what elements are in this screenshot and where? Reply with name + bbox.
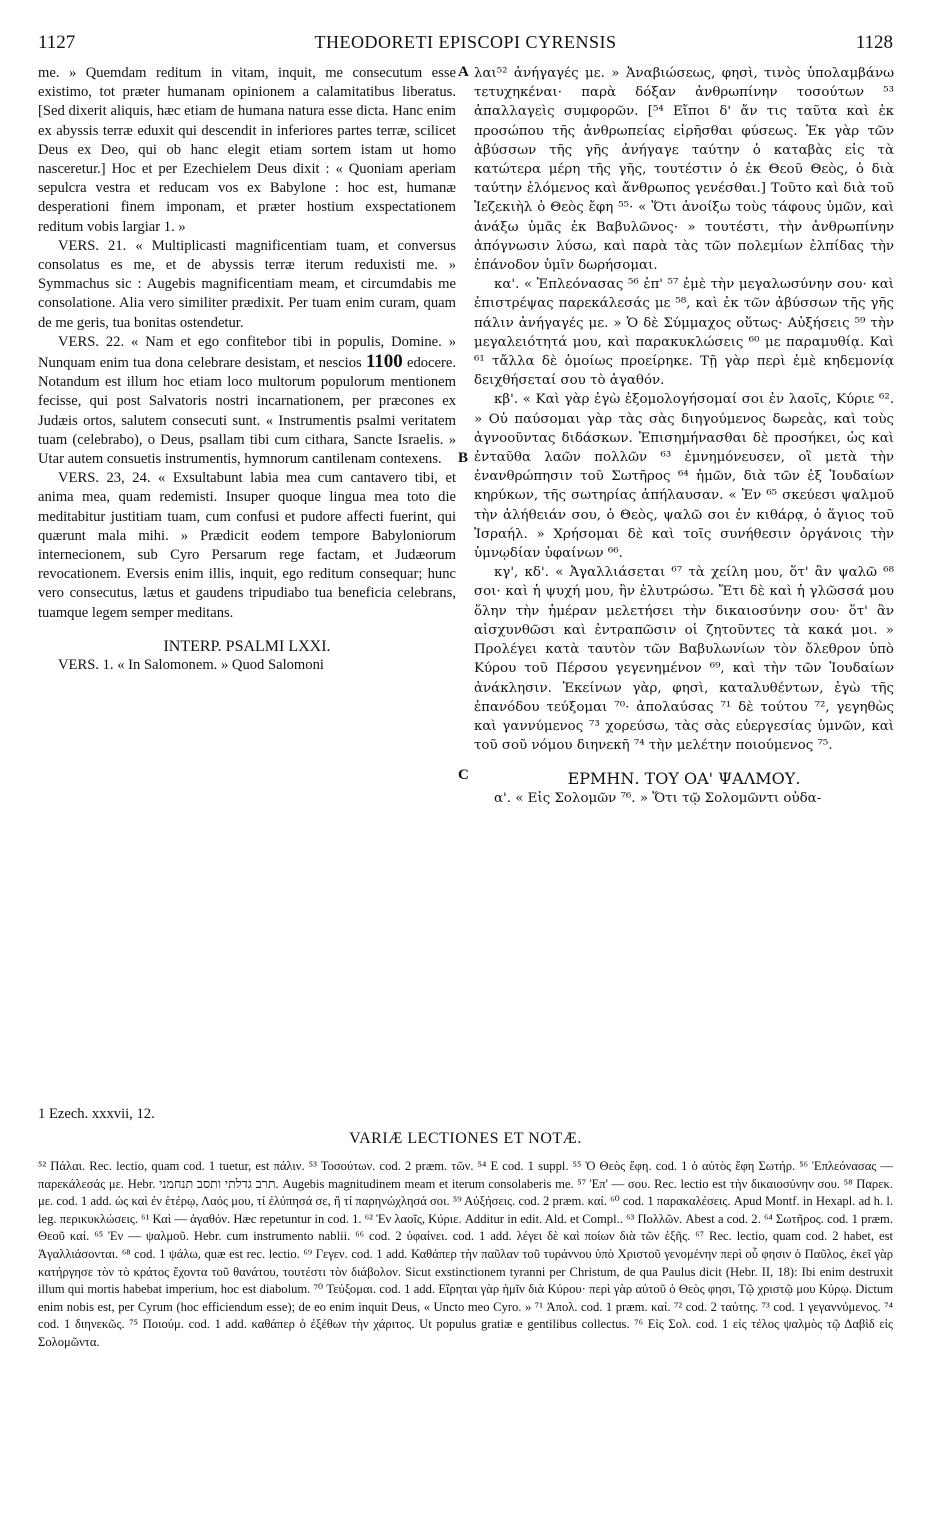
margin-marker-c: C bbox=[458, 767, 469, 783]
notes-block bbox=[38, 1158, 893, 1352]
latin-paragraph: VERS. 22. « Nam et ego confitebor tibi in populis, Domine. » Nunquam enim tua dona celebrare desistam, et nescios 1100 edocere. Notandum est illum hoc etiam loco multorum populorum mentionem fecisse, qui post Salvatoris nostri incarnationem, per præcones ex Judæis ortos, salutem consecuti sunt. « Instrumentis psalmi veritatem tuam (celebrabo), o Deus, psallam tibi cum cithara, Sancte Israelis. » Utar autem consuetis instrumentis, hymnorum cantilenam contexens. bbox=[38, 333, 456, 468]
greek-section-title: ΕΡΜΗΝ. ΤΟΥ ΟΑ' ΨΑΛΜΟΥ. bbox=[567, 769, 801, 789]
greek-paragraph: α'. « Εἰς Σολομῶν ⁷⁶. » Ὅτι τῷ Σολομῶντι οὐδα- bbox=[494, 790, 822, 806]
greek-paragraph: λαι⁵² ἀνήγαγές με. » Ἀναβιώσεως, φησὶ, τινὸς ὑπολαμβάνω τετυχηκέναι· παρὰ δόξαν ἀνθρωπίνην τοσούτων ⁵³ ἀπαλλαγεὶς συμφορῶν. [⁵⁴ Εἴποι δ' ἄν τις ταῦτα καὶ ἐκ προσώπου τῆς ἀνθρωπείας εἰρῆσθαι φύσεως. Ἐκ γὰρ τῶν ἀβύσσων τῆς γῆς ἀνήγαγε ταύτην ὁ καταβὰς εἰς τὰ κατώτερα μέρη τῆς γῆς, τουτέστιν ὁ ἐκ Θεοῦ Θεὸς, ὁ διὰ ταύτην ἑλόμενος καὶ ἄνθρωπος γενέσθαι.] Τοῦτο καὶ διὰ τοῦ Ἰεζεκιὴλ ὁ Θεὸς ἔφη ⁵⁵· « Ὅτι ἀνοίξω τοὺς τάφους ὑμῶν, καὶ ἀνάξω ὑμᾶς ἐκ Βαβυλῶνος· » τουτέστι, τὴν ἀνθρωπίνην ἀπόγνωσιν λύσω, καὶ παρὰ τὰς τῶν πολεμίων ἐλπίδας τὴν ἐπάνοδον ὑμῖν δωρήσομαι. bbox=[474, 66, 894, 274]
latin-paragraph: me. » Quemdam reditum in vitam, inquit, me consecutum esse existimo, tot præter humanam opinionem a calamitatibus liberatus. [Sed dixerit aliquis, hæc etiam de humana natura esse dicta. Hanc enim ex abyssis terræ eduxit qui descendit in inferiores partes terræ, scilicet Deus ex Deo, qui ob hanc elegit etiam sortem istam ut homo nasceretur.] Hoc et per Ezechielem Deus dixit : « Quoniam aperiam sepulcra vestra et reducam vos ex Babylone : hoc est, humanæ desperationi finem imponam, et præter hostium exspectationem reditum vobis largiar 1. » bbox=[38, 65, 456, 235]
right-page-number: 1128 bbox=[855, 32, 893, 53]
margin-marker-a: A bbox=[458, 64, 469, 80]
left-page-number: 1127 bbox=[38, 32, 76, 53]
greek-paragraph: κα'. « Ἐπλεόνασας ⁵⁶ ἐπ' ⁵⁷ ἐμὲ τὴν μεγαλωσύνην σου· καὶ ἐπιστρέψας παρεκάλεσάς με ⁵⁸, καὶ ἐκ τῶν ἀβύσσων τῆς γῆς πάλιν ἀνήγαγές με. » Ὁ δὲ Σύμμαχος οὕτως· Αὐξήσεις ⁵⁹ τὴν μεγαλειότητά μου, καὶ παρακυκλώσεις ⁶⁰ με παραμυθίᾳ. Καὶ ⁶¹ τἄλλα δὲ ὁμοίως προείρηκε. Τῇ γὰρ περὶ ἐμὲ κηδεμονίᾳ δειχθήσεταί σου τὸ ἀγαθόν. bbox=[474, 277, 894, 389]
column-number: 1100 bbox=[365, 351, 403, 373]
notes-title: VARIÆ LECTIONES ET NOTÆ. bbox=[349, 1130, 582, 1147]
notes-text: ⁵² Πάλαι. Rec. lectio, quam cod. 1 tuetur, est πάλιν. ⁵³ Τοσούτων. cod. 2 præm. τῶν. ⁵⁴ E cod. 1 suppl. ⁵⁵ Ὁ Θεὸς ἔφη. cod. 1 ὁ αὐτὸς ἔφη Σωτήρ. ⁵⁶ Ἐπλεόνασας — παρεκάλεσάς με. Hebr. תרב גדלתי ותסב תנחמני. Augebis magnitudinem meam et iterum consolaberis me. ⁵⁷ Ἐπ' — σου. Rec. lectio est τὴν δικαιοσύνην σου. ⁵⁸ Παρεκ. με. cod. 1 add. ὡς καὶ ἐν ἑτέρῳ, Λαός μου, τί ἐλύπησά σε, ἢ τί παρηνώχλησά σοι. ⁵⁹ Αὐξήσεις. cod. 2 præm. καί. ⁶⁰ cod. 1 παρακαλέσεις. Apud Montf. in Hexapl. ad h. l. leg. περικυκλώσεις. ⁶¹ Καὶ — ἀγαθόν. Hæc repetuntur in cod. 1. ⁶² Ἐν λαοῖς, Κύριε. Additur in edit. Ald. et Compl.. ⁶³ Πολλῶν. Abest a cod. 2. ⁶⁴ Σωτῆρος. cod. 1 præm. Θεοῦ καί. ⁶⁵ Ἐν — ψαλμοῦ. Hebr. cum instrumento nablii. ⁶⁶ cod. 2 ὑφαίνει. cod. 1 add. λέγει δὲ καὶ ποίων διὰ τῶν ἑξῆς. ⁶⁷ Rec. lectio, quam cod. 2 habet, est Ἀγαλλιάσονται. ⁶⁸ cod. 1 ψάλω, quæ est rec. lectio. ⁶⁹ Γεγεν. cod. 1 add. Καθάπερ τὴν παῦλαν τοῦ τυράννου ὑπὸ Χριστοῦ γενομένην περὶ οὗ φησιν ὁ Παῦλος, ἐκεῖ γὰρ κατήργησε τὸν τὸ κράτος ἔχοντα τοῦ θανάτου, τουτέστι τὸν διάβολον. Sicut exstinctionem tyranni per Christum, de qua Paulus dicit (Hebr. II, 18): Ibi enim destruxit illum qui mortis habebat imperium, hoc est diabolum. ⁷⁰ Τεύξομαι. cod. 1 add. Εἴρηται γὰρ ἡμῖν διὰ Κύρου· περὶ γὰρ αὐτοῦ ὁ Θεὸς φησι, Τῷ χριστῷ μου Κύρῳ. Dictum enim nobis est, per Cyrum (hoc efficiendum esse); de eo enim inquit Deus, « Uncto meo Cyro. » ⁷¹ Ἀπολ. cod. 1 præm. καί. ⁷² cod. 2 ταύτης. ⁷³ cod. 1 γεγαννύμενος. ⁷⁴ cod. 1 διηνεκῶς. ⁷⁵ Ποιούμ. cod. 1 add. καθάπερ ὁ ἐξέθων τὴν χάριτος. Ut populus gratiæ e gentilibus collectus. ⁷⁶ Εἰς Σολ. cod. 1 εἰς τέλος ψαλμὸς τῷ Δαβὶδ εἰς Σολομῶντα. bbox=[38, 1159, 893, 1349]
latin-paragraph: VERS. 21. « Multiplicasti magnificentiam tuam, et conversus consolatus es me, et de abyssis terræ iterum reduxisti me. » Symmachus sic : Augebis magnificentiam meam, et circumdabis me consolatione. Alia vero similiter prædixit. Per tuam enim curam, quam de me geris, tua bonitas ostendetur. bbox=[38, 237, 456, 331]
latin-section-title: INTERP. PSALMI LXXI. bbox=[163, 637, 331, 655]
greek-column bbox=[474, 64, 894, 808]
latin-footnote: 1 Ezech. xxxvii, 12. bbox=[38, 1106, 155, 1122]
running-title: THEODORETI EPISCOPI CYRENSIS bbox=[314, 32, 617, 52]
latin-paragraph: VERS. 1. « In Salomonem. » Quod Salomoni bbox=[58, 657, 324, 674]
margin-marker-b: B bbox=[458, 450, 469, 466]
greek-paragraph: κβ'. « Καὶ γὰρ ἐγὼ ἐξομολογήσομαί σοι ἐν λαοῖς, Κύριε ⁶². » Οὐ παύσομαι γὰρ τὰς σὰς διηγούμενος δωρεὰς, καὶ τοὺς ἀγνοοῦντας διδάσκων. Ἐπισημήνασθαι δὲ προσήκει, ὡς καὶ ἐνταῦθα λαῶν πολλῶν ⁶³ ἐμνημόνευσεν, οἳ μετὰ τὴν ἐνανθρώπησιν τοῦ Σωτῆρος ⁶⁴ ἡμῶν, διὰ τῶν ἐξ Ἰουδαίων κηρύκων, τῆς σωτηρίας ἀπήλαυσαν. « Ἐν ⁶⁵ σκεύεσι ψαλμοῦ τὴν ἀλήθειάν σου, ὁ Θεὸς, ψαλῶ σοι ἐν κιθάρᾳ, ὁ ἅγιος τοῦ Ἰσραήλ. » Χρήσομαι δὲ καὶ τοῖς συνήθεσιν ὀργάνοις τὴν ὑμνῳδίαν ὑφαίνων ⁶⁶. bbox=[474, 392, 894, 562]
latin-paragraph: VERS. 23, 24. « Exsultabunt labia mea cum cantavero tibi, et anima mea, quam redemisti. Insuper quoque lingua mea toto die meditabitur justitiam tuam, cum confusi et pudore affecti fuerint, qui quærunt mala mihi. » Prædicit eodem tempore Babyloniorum internecionem, sub Cyro Persarum rege factam, et Judæorum revocationem. Eversis enim illis, inquit, ego reditum consequar; hunc vero consecutus, lætus et gaudens tripudiabo tua beneficia celebrans, tuamque legem semper meditans. bbox=[38, 470, 456, 621]
running-header bbox=[38, 32, 893, 58]
greek-paragraph: κγ', κδ'. « Ἀγαλλιάσεται ⁶⁷ τὰ χείλη μου, ὅτ' ἂν ψαλῶ ⁶⁸ σοι· καὶ ἡ ψυχή μου, ἣν ἐλυτρώσω. Ἔτι δὲ καὶ ἡ γλῶσσά μου ὅλην τὴν ἡμέραν μελετήσει τὴν δικαιοσύνην σου· ὅτ' ἂν αἰσχυνθῶσι καὶ ἐντραπῶσιν οἱ ζητοῦντες τὰ κακά μοι. » Προλέγει κατὰ ταυτὸν τῶν Βαβυλωνίων τὸν ὄλεθρον ὑπὸ Κύρου τοῦ Πέρσου γεγενημένον ⁶⁹, καὶ τὴν τῶν Ἰουδαίων ἀνάκλησιν. Ἐκείνων γὰρ, φησὶ, καταλυθέντων, ἐγὼ τῆς ἐπανόδου τεύξομαι ⁷⁰· ἀπολαύσας ⁷¹ δὲ τούτου ⁷², γεγηθὼς καὶ γαννύμενος ⁷³ χορεύσω, τὰς σὰς εὐεργεσίας ὑμνῶν, καὶ τοῦ σοῦ νόμου διηνεκῆ ⁷⁴ τὴν μελέτην ποιούμενος ⁷⁵. bbox=[474, 565, 894, 754]
latin-column bbox=[38, 64, 456, 675]
